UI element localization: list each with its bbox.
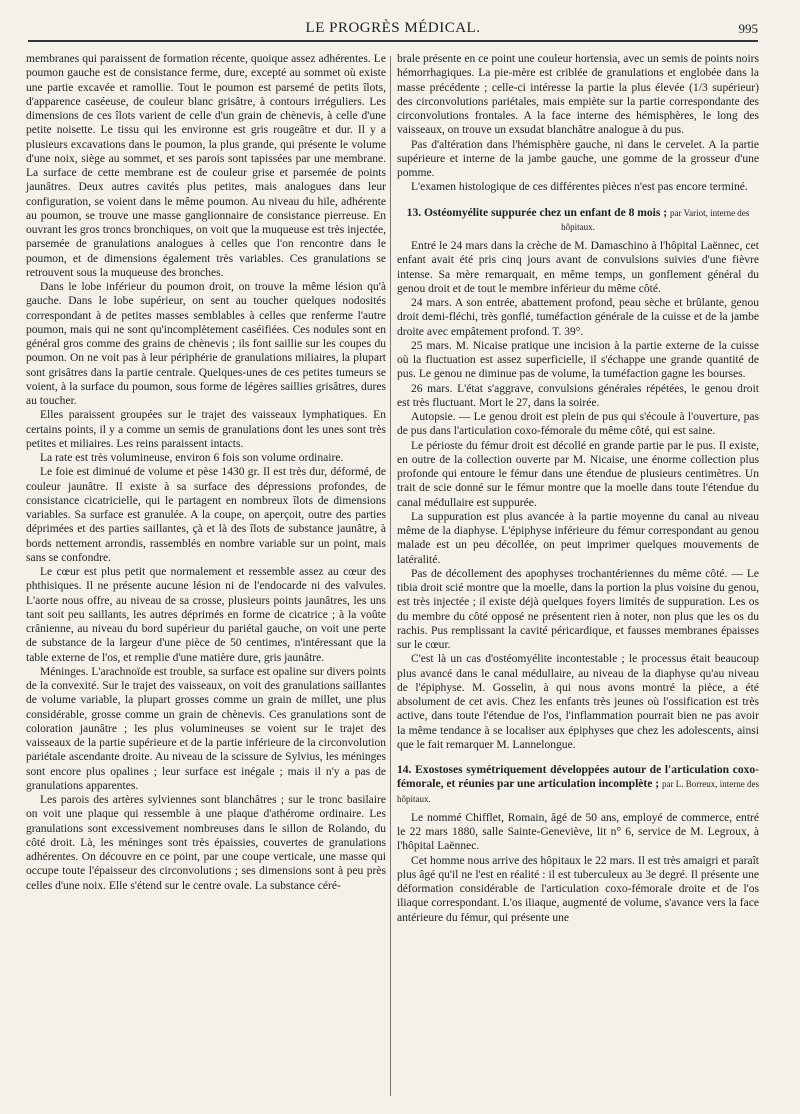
case-title: 13. Ostéomyélite suppurée chez un enfant de 8 mois ;	[406, 206, 668, 219]
paragraph: Elles paraissent groupées sur le trajet des vaisseaux lymphatiques. En certains points, il y a comme un semis de granulations dont les unes sont très petites et miliaires. Les reins paraissent intacts.	[26, 409, 386, 450]
paragraph: La rate est très volumineuse, environ 6 fois son volume ordinaire.	[40, 452, 344, 464]
paragraph: brale présente en ce point une couleur hortensia, avec un semis de points noirs hémorrhagiques. La pie-mère est criblée de granulations et englobée dans la masse précédente ; celle-ci intéresse la partie la plus élevée (1/3 supérieur) des circonvolutions pariétales, mais empiète sur la partie correspondante des circonvolutions frontales. A la face interne des hémisphères, le long des vaisseaux, on trouve un exsudat blanchâtre analogue à du pus.	[397, 53, 759, 137]
paragraph: 26 mars. L'état s'aggrave, convulsions générales répétées, le genou droit est très fluctuant. Mort le 27, dans la soirée.	[397, 382, 759, 409]
paragraph: Méninges. L'arachnoïde est trouble, sa surface est opaline sur divers points de la convexité. Sur le trajet des vaisseaux, on voit des granulations saillantes de volume variable, la plupart grosses comme un grain de millet, une plus considérable, grosse comme un grain de chènevis. Ces granulations sont de coloration jaunâtre ; les plus volumineuses se voient sur le trajet des vaisseaux de la partie supérieure et de la partie inférieure de la circonvolution pariétale ascendante droite. Au niveau de la scissure de Sylvius, les méninges sont encore plus opalines ; leur surface est inégale ; mais il n'y a pas de granulations apparentes.	[26, 665, 386, 792]
case-heading-13	[397, 206, 759, 235]
case-title: 14. Exostoses symétriquement développées autour de l'articulation coxo-fémorale, et réunies par une articulation incomplète ;	[397, 764, 759, 791]
right-column	[397, 52, 759, 925]
paragraph: La suppuration est plus avancée à la partie moyenne du canal au niveau même de la diaphyse. L'épiphyse inférieure du fémur correspondant au genou malade est un peu décollée, on peut imprimer quelques mouvements de latéralité.	[397, 510, 759, 566]
case-author: par Variot, interne des hôpitaux.	[561, 207, 750, 232]
case-author: par L. Borreux, interne des hôpitaux.	[397, 779, 759, 804]
paragraph: Autopsie. — Le genou droit est plein de pus qui s'écoule à l'ouverture, pas de pus dans l'articulation coxo-fémorale du même côté, qui est saine.	[397, 411, 759, 438]
paragraph: Pas d'altération dans l'hémisphère gauche, ni dans le cervelet. A la partie supérieure et interne de la jambe gauche, une gomme de la grosseur d'une pomme.	[397, 138, 759, 179]
page-number: 995	[738, 21, 758, 36]
case-heading-14	[397, 763, 759, 806]
paragraph: membranes qui paraissent de formation récente, quoique assez adhérentes. Le poumon gauche est de consistance ferme, dure, excepté au sommet où existe une partie excavée et ramollie. Tout le poumon est parsemé de petits îlots, d'apparence caséeuse, de couleur blanc grisâtre, à contours irréguliers. Les dimensions de ces îlots varient de celle d'un grain de chènevis, à celle d'une petite noisette. Le tissu qui les environne est gris rougeâtre et dur. Il y a plusieurs excavations dans le poumon, la plus grande, qui présente le volume d'une noix, siège au sommet, et ses parois sont tapissées par une membrane. La surface de cette membrane est de couleur grise et parsemée de points jaunâtres. Deux autres cavités plus petites, mais analogues dans leur configuration, se voient dans le même poumon. Au niveau du hile, adhérente au poumon, se trouve une masse ganglionnaire de consistance pierreuse. En ouvrant les gros troncs bronchiques, on voit que la muqueuse est très injectée, parsemée de granulations analogues à celles que l'on rencontre dans le poumon, et de dimensions également très variables. Ces granulations se retrouvent sous la muqueuse des bronches.	[26, 53, 386, 279]
column-divider	[390, 56, 391, 1096]
paragraph: C'est là un cas d'ostéomyélite incontestable ; le processus était beaucoup plus avancé dans le canal médullaire, au niveau de la diaphyse qu'au niveau de l'épiphyse. M. Gosselin, à qui nous avons montré la pièce, a été absolument de cet avis. Chez les enfants très jeunes où l'ossification est très active, dans toute l'étendue de l'os, l'inflammation pourrait bien ne pas avoir la même tendance à se localiser aux épiphyses que chez les adolescents, ainsi que le fait remarquer M. Lannelongue.	[397, 653, 759, 751]
page-header	[28, 18, 758, 42]
paragraph: Le périoste du fémur droit est décollé en grande partie par le pus. Il existe, en outre de la collection ouverte par M. Nicaise, une énorme collection plus profonde qui entoure le fémur dans une étendue de plusieurs centimètres. Un trait de scie donné sur le fémur montre que la moelle dans toute l'étendue du canal médullaire est suppurée.	[397, 439, 759, 509]
paragraph: Entré le 24 mars dans la crèche de M. Damaschino à l'hôpital Laënnec, cet enfant avait été pris cinq jours avant de convulsions suivies d'une fièvre intense. Sa mère remarquait, en même temps, un gonflement général du genou droit et de tout le membre inférieur du même côté.	[397, 240, 759, 295]
paragraph: Le cœur est plus petit que normalement et ressemble assez au cœur des phthisiques. Il ne présente aucune lésion ni de l'endocarde ni des valvules. L'aorte nous offre, au niveau de sa crosse, plusieurs points jaunâtres, les uns tant soit peu saillants, les autres déprimés en forme de cicatrice ; à la voûte crânienne, au niveau du bord supérieur du pariétal gauche, on voit une perte de substance de la largeur d'une pièce de 50 centimes, n'intéressant que la table externe de l'os, et remplie d'une matière dure, gris jaunâtre.	[26, 566, 386, 664]
paragraph: Dans le lobe inférieur du poumon droit, on trouve la même lésion qu'à gauche. Dans le lobe supérieur, on sent au toucher quelques nodosités correspondant à de petites masses semblables à celles que renferme l'autre poumon, mais qui ne sont qu'incomplètement caséifiées. Ces nodules sont en général gros comme des grains de chènevis ; ils font saillie sur les coupes du poumon. On ne voit pas à leur périphérie de granulations miliaires, la plupart sont grisâtres dans la partie centrale. Quelques-unes de ces petites tumeurs se voient, à la surface du poumon, sous forme de légères saillies grisâtres, dures au toucher.	[26, 281, 386, 407]
paragraph: Le nommé Chifflet, Romain, âgé de 50 ans, employé de commerce, entré le 22 mars 1880, salle Sainte-Geneviève, lit n° 6, service de M. Legroux, à l'hôpital Laënnec.	[397, 811, 759, 853]
left-column	[26, 52, 386, 893]
paragraph: 25 mars. M. Nicaise pratique une incision à la partie externe de la cuisse où la fluctuation est assez superficielle, il s'échappe une grande quantité de pus. Le genou ne diminue pas de volume, la tuméfaction gagne les bourses.	[397, 339, 759, 381]
paragraph: Le foie est diminué de volume et pèse 1430 gr. Il est très dur, déformé, de couleur jaunâtre. Il existe à sa surface des dépressions profondes, de consistance cicatricielle, qui le partagent en nombreux îlots de dimensions variables. Sa surface est granulée. A la coupe, on aperçoit, outre des parties déprimées et des parties saillantes, çà et là des îlots de substance jaunâtre, à bords nettement arrondis, rassemblés en nombre variable sur un point, mais sans se confondre.	[26, 466, 386, 564]
paragraph: 24 mars. A son entrée, abattement profond, peau sèche et brûlante, genou droit demi-fléchi, très gonflé, tuméfaction générale de la cuisse et de la jambe droite avec empâtement profond. T. 39°.	[397, 297, 759, 338]
paragraph: Cet homme nous arrive des hôpitaux le 22 mars. Il est très amaigri et paraît plus âgé qu'il ne l'est en réalité : il est tuberculeux au 3e degré. Il présente une déformation considérable de l'articulation coxo-fémorale droite et de l'os iliaque correspondant. L'os iliaque, augmenté de volume, s'avance vers la face antérieure du fémur, qui présente une	[397, 854, 759, 924]
paragraph: Les parois des artères sylviennes sont blanchâtres ; sur le tronc basilaire on voit une plaque qui ressemble à une plaque d'athérome ordinaire. Les granulations sont excessivement nombreuses dans le sillon de Rolando, du côté droit. Là, les méninges sont très épaissies, couvertes de granulations adhérentes. On découvre en ce point, par une coupe verticale, une masse qui occupe toute l'épaisseur des circonvolutions ; ses dimensions sont à peu près celles d'une noix. Elle s'étend sur le centre ovale. La substance céré-	[26, 794, 386, 892]
journal-title: LE PROGRÈS MÉDICAL.	[305, 20, 481, 36]
paragraph: L'examen histologique de ces différentes pièces n'est pas encore terminé.	[411, 181, 748, 194]
paragraph: Pas de décollement des apophyses trochantériennes du même côté. — Le tibia droit scié montre que la moelle, dans la portion la plus voisine du genou, est très injectée ; il existe déjà quelques foyers limités de suppuration. Les os du membre du côté opposé ne présentent rien à noter, non plus que les os du rachis. Pus remplissant la cavité péricardique, et fausses membranes épaisses sur le cœur.	[397, 567, 759, 651]
